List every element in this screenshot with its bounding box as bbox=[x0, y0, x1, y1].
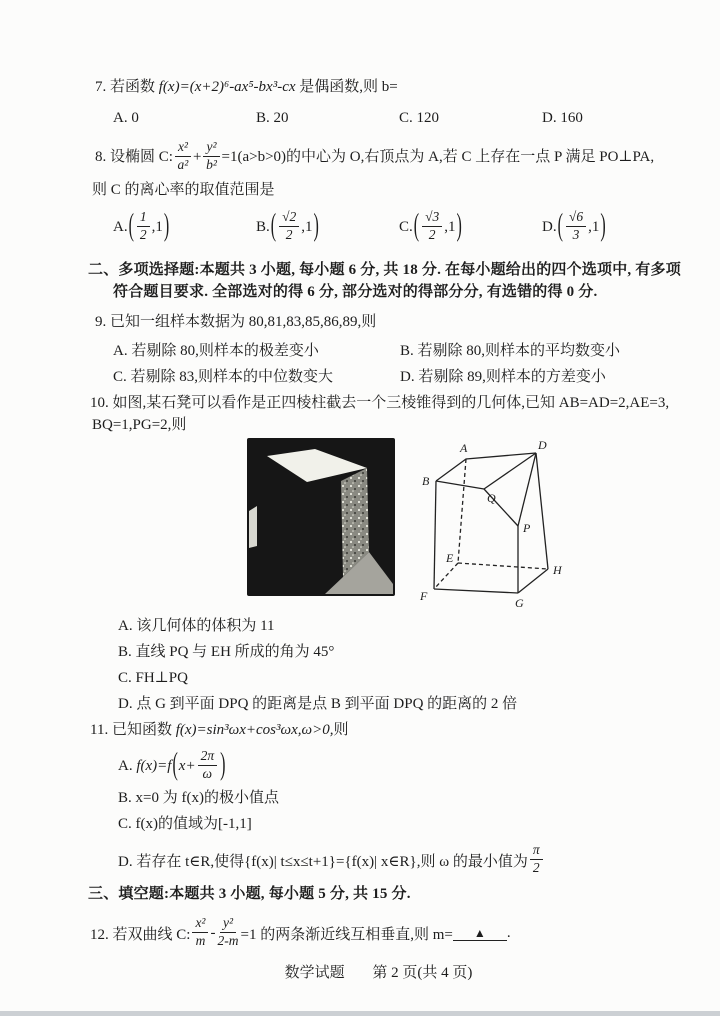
q7-option-b: B. 20 bbox=[256, 110, 289, 126]
label-Q: Q bbox=[487, 491, 496, 505]
q9-option-d: D. 若剔除 89,则样本的方差变小 bbox=[400, 369, 606, 385]
q8-b-rest: ,1 bbox=[301, 218, 313, 235]
q8-b-paren-close: ) bbox=[313, 209, 319, 243]
q8-b-paren-open: ( bbox=[270, 209, 277, 243]
q11-option-a bbox=[118, 745, 692, 787]
q7-option-a: A. 0 bbox=[113, 110, 139, 126]
q8-c-label: C. bbox=[399, 218, 413, 235]
label-D: D bbox=[538, 438, 547, 452]
q8-a-num: 1 bbox=[137, 210, 150, 227]
q12-frac2-den: 2-m bbox=[217, 933, 239, 948]
q12-answer-blank bbox=[453, 926, 507, 941]
q11-a-num: 2π bbox=[198, 749, 218, 766]
q8-a-den: 2 bbox=[139, 227, 147, 242]
left-highlight bbox=[249, 506, 257, 548]
answer-triangle-mark: ▲ bbox=[473, 925, 486, 940]
question-10-stem-line2: BQ=1,PG=2,则 bbox=[92, 417, 187, 433]
q8-d-paren-open: ( bbox=[557, 209, 563, 243]
q8-option-d bbox=[542, 205, 685, 249]
footer-doc-title: 数学试题 bbox=[284, 965, 345, 981]
q8-option-c bbox=[399, 205, 542, 249]
q12-fraction-1 bbox=[192, 916, 208, 948]
q8-c-rest: ,1 bbox=[444, 218, 456, 235]
q10-option-b: B. 直线 PQ 与 EH 所成的角为 45° bbox=[118, 644, 335, 660]
q8-a-fraction bbox=[137, 210, 150, 242]
q11-d-den: 2 bbox=[532, 860, 540, 875]
q8-a-rest: ,1 bbox=[151, 218, 163, 235]
q8-a-paren-close: ) bbox=[163, 209, 170, 243]
q12-frac2-num: y² bbox=[220, 916, 236, 933]
q7-option-c: C. 120 bbox=[399, 110, 440, 126]
q8-c-paren-close: ) bbox=[456, 209, 462, 243]
q8-b-fraction bbox=[279, 210, 299, 242]
q8-b-label: B. bbox=[256, 218, 270, 235]
q7-stem-pre: 7. 若函数 bbox=[95, 79, 159, 95]
q8-d-paren-close: ) bbox=[600, 209, 606, 243]
q8-fraction-2 bbox=[203, 140, 219, 172]
q7-formula: f(x)=(x+2)⁶-ax⁵-bx³-cx bbox=[158, 79, 296, 95]
q11-a-pre: f(x)=f bbox=[136, 757, 172, 774]
q8-a-label: A. bbox=[113, 218, 128, 235]
label-A: A bbox=[460, 441, 468, 455]
q11-a-inner: x+ bbox=[178, 757, 196, 774]
q8-plus-sign: + bbox=[192, 149, 202, 165]
q11-option-c: C. f(x)的值域为[-1,1] bbox=[118, 816, 252, 832]
q12-fraction-2 bbox=[217, 916, 238, 948]
q10-option-c: C. FH⊥PQ bbox=[118, 670, 188, 686]
q11-d-num: π bbox=[530, 843, 543, 860]
q11-d-fraction bbox=[530, 843, 543, 875]
q11-a-paren-open: ( bbox=[172, 748, 178, 782]
solid-edges bbox=[434, 453, 548, 593]
page-content bbox=[65, 0, 692, 982]
q8-stem-pre: 8. 设椭圆 C: bbox=[95, 149, 173, 165]
q8-option-a bbox=[113, 205, 256, 249]
q12-stem-pre: 12. 若双曲线 C: bbox=[90, 926, 191, 943]
q8-fraction-1 bbox=[175, 140, 191, 172]
q8-c-num: √3 bbox=[422, 210, 442, 227]
q8-d-rest: ,1 bbox=[588, 218, 600, 235]
stone-bench-photo bbox=[245, 436, 398, 600]
q11-stem-post: 则 bbox=[333, 722, 349, 738]
q12-period: . bbox=[506, 924, 511, 941]
label-G: G bbox=[515, 596, 524, 610]
q8-d-label: D. bbox=[542, 218, 557, 235]
question-12-stem bbox=[90, 911, 692, 955]
q8-d-num: √6 bbox=[566, 210, 586, 227]
q11-formula: f(x)=sin³ωx+cos³ωx,ω>0, bbox=[175, 722, 334, 738]
question-9-options-row2 bbox=[113, 365, 692, 386]
q8-frac1-den: a² bbox=[177, 157, 189, 172]
q8-b-num: √2 bbox=[279, 210, 299, 227]
q11-a-label: A. bbox=[118, 757, 133, 774]
question-11-stem bbox=[90, 719, 692, 741]
question-10-stem-line1: 10. 如图,某石凳可以看作是正四棱柱截去一个三棱锥得到的几何体,已知 AB=AD=2,AE=3, bbox=[90, 395, 670, 411]
question-9-stem: 9. 已知一组样本数据为 80,81,83,85,86,89,则 bbox=[95, 314, 377, 330]
question-8-stem-line2: 则 C 的离心率的取值范围是 bbox=[92, 182, 275, 198]
q8-c-fraction bbox=[422, 210, 442, 242]
q12-stem-post: =1 的两条渐近线互相垂直,则 m= bbox=[240, 926, 453, 943]
q12-frac1-num: x² bbox=[192, 916, 208, 933]
q11-stem-pre: 11. 已知函数 bbox=[90, 722, 176, 738]
q12-minus-sign: - bbox=[210, 924, 216, 941]
question-7-stem bbox=[95, 76, 692, 98]
scan-bottom-edge bbox=[0, 1011, 720, 1016]
q9-option-a: A. 若剔除 80,则样本的极差变小 bbox=[113, 343, 319, 359]
question-8-options bbox=[113, 205, 692, 249]
label-H: H bbox=[553, 563, 562, 577]
q8-option-b bbox=[256, 205, 399, 249]
section-3-header: 三、填空题:本题共 3 小题, 每小题 5 分, 共 15 分. bbox=[88, 886, 411, 902]
page-footer bbox=[65, 961, 692, 982]
vertex-labels bbox=[419, 438, 563, 610]
q8-frac1-num: x² bbox=[175, 140, 191, 157]
solid-geometry-figure bbox=[416, 436, 566, 611]
question-7-options bbox=[113, 110, 692, 127]
q11-a-fraction bbox=[198, 749, 218, 781]
label-E: E bbox=[446, 551, 454, 565]
label-P: P bbox=[523, 521, 531, 535]
q8-frac2-den: b² bbox=[206, 157, 217, 172]
q12-frac1-den: m bbox=[195, 933, 206, 948]
q8-frac2-num: y² bbox=[203, 140, 219, 157]
q8-d-den: 3 bbox=[572, 227, 580, 242]
q10-option-d: D. 点 G 到平面 DPQ 的距离是点 B 到平面 DPQ 的距离的 2 倍 bbox=[118, 696, 518, 712]
label-F: F bbox=[420, 589, 428, 603]
q8-b-den: 2 bbox=[285, 227, 293, 242]
question-10-figures bbox=[245, 436, 692, 611]
q8-stem-mid: =1(a>b>0)的中心为 O,右顶点为 A,若 C 上存在一点 P 满足 PO⊥PA, bbox=[221, 149, 655, 165]
q11-a-den: ω bbox=[202, 766, 213, 781]
hidden-edges bbox=[434, 459, 548, 589]
question-10-options bbox=[118, 613, 692, 717]
question-8-stem bbox=[95, 137, 692, 177]
q8-a-paren-open: ( bbox=[128, 209, 134, 243]
q10-option-a: A. 该几何体的体积为 11 bbox=[118, 618, 275, 634]
q8-d-fraction bbox=[566, 210, 586, 242]
q11-option-b: B. x=0 为 f(x)的极小值点 bbox=[118, 790, 279, 806]
q9-option-c: C. 若剔除 83,则样本的中位数变大 bbox=[113, 369, 334, 385]
section-2-header-line1: 二、多项选择题:本题共 3 小题, 每小题 6 分, 共 18 分. 在每小题给出的四个选项中, 有多项 bbox=[88, 262, 681, 278]
q7-option-d: D. 160 bbox=[542, 110, 583, 126]
footer-page-number: 第 2 页(共 4 页) bbox=[372, 965, 473, 981]
q8-c-den: 2 bbox=[428, 227, 436, 242]
label-B: B bbox=[422, 474, 430, 488]
q11-a-paren-close: ) bbox=[220, 748, 226, 782]
question-9-options-row1 bbox=[113, 339, 692, 360]
q11-option-d bbox=[118, 841, 692, 879]
q8-c-paren-open: ( bbox=[413, 209, 420, 243]
q11-d-pre: D. 若存在 t∈R,使得{f(x)| t≤x≤t+1}={f(x)| x∈R},则 ω 的最小值为 bbox=[118, 853, 528, 870]
q9-option-b: B. 若剔除 80,则样本的平均数变小 bbox=[400, 343, 621, 359]
q7-stem-post: 是偶函数,则 b= bbox=[295, 79, 398, 95]
section-2-header-line2: 符合题目要求. 全部选对的得 6 分, 部分选对的得部分分, 有选错的得 0 分. bbox=[113, 284, 598, 300]
